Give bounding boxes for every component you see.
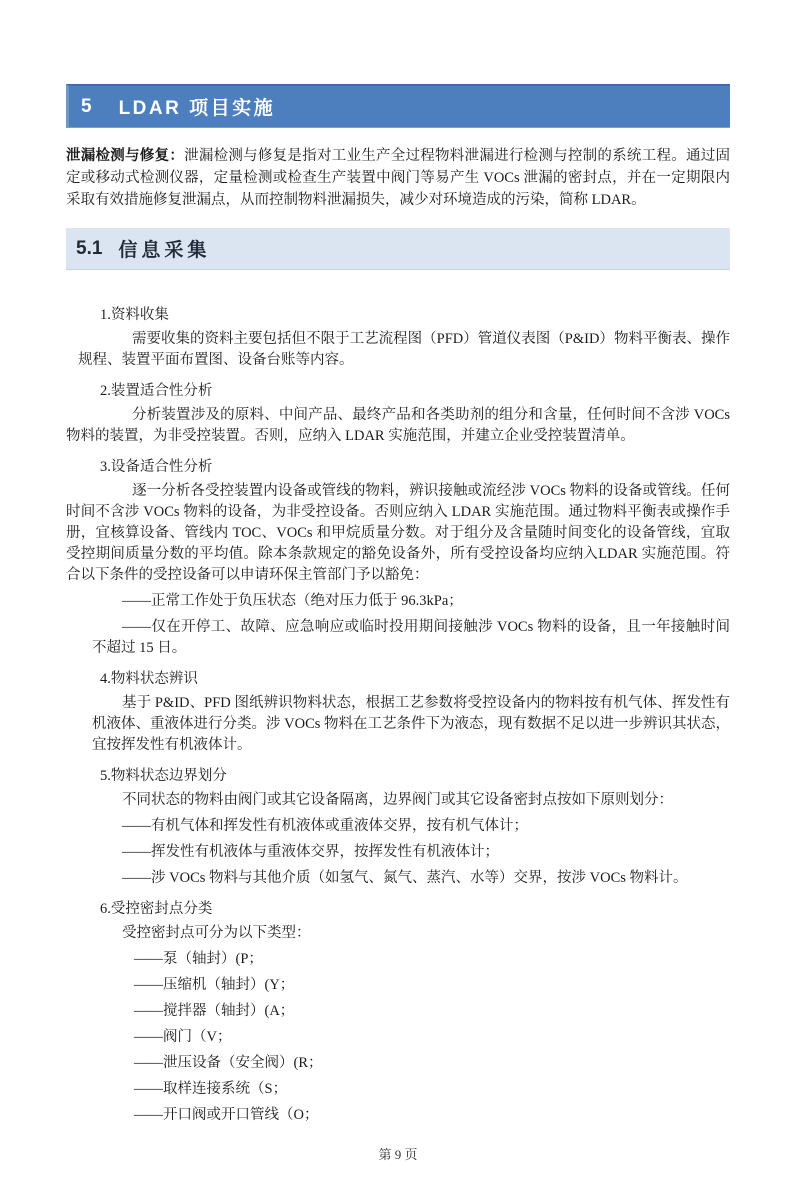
dash-line: ——取样连接系统（S； bbox=[134, 1081, 288, 1097]
item-paragraph: 基于 P&ID、PFD 图纸辨识物料状态，根据工艺参数将受控设备内的物料按有机气体、挥发性有机液体、重液体进行分类。涉 VOCs 物料在工艺条件下为液态，现有数据不足以进一步辨识其状态， 宜按挥发性有机液体计。 bbox=[92, 695, 731, 753]
item-paragraph: 不同状态的物料由阀门或其它设备隔离，边界阀门或其它设备密封点按如下原则划分： bbox=[122, 792, 673, 808]
item-title: 3.设备适合性分析 bbox=[100, 459, 213, 475]
item-1-data-collection bbox=[66, 305, 730, 371]
subsection-number: 5.1 bbox=[76, 237, 103, 259]
intro-text: 泄漏检测与修复是指对工业生产全过程物料泄漏进行检测与控制的系统工程。通过固定或移动式检测仪器，定量检测或检查生产装置中阀门等易产生 VOCs 泄漏的密封点，并在一定期限内采取有效措施修复泄漏点，从而控制物料泄漏损失，减少对环境造成的污染，简称 LDAR。 bbox=[66, 148, 730, 208]
page-footer bbox=[66, 1126, 730, 1163]
intro-paragraph bbox=[66, 145, 730, 211]
item-paragraph: 受控密封点可分为以下类型： bbox=[122, 925, 311, 941]
dash-line: ——正常工作处于负压状态（绝对压力低于 96.3kPa； bbox=[122, 593, 463, 609]
item-6-sealpoint-classification bbox=[66, 899, 730, 1126]
dash-line: ——仅在开停工、故障、应急响应或临时投用期间接触涉 VOCs 物料的设备，且一年接触时间不超过 15 日。 bbox=[92, 619, 730, 656]
dash-line: ——挥发性有机液体与重液体交界，按挥发性有机液体计； bbox=[122, 844, 499, 860]
dash-line: ——泵（轴封）(P； bbox=[134, 951, 263, 967]
page-number: 第 9 页 bbox=[378, 1147, 418, 1162]
dash-line: ——涉 VOCs 物料与其他介质（如氢气、氮气、蒸汽、水等）交界，按涉 VOCs 物料计。 bbox=[122, 870, 688, 886]
chapter-number: 5 bbox=[81, 95, 93, 117]
item-title: 6.受控密封点分类 bbox=[100, 901, 213, 917]
dash-line: ——阀门（V； bbox=[134, 1029, 232, 1045]
item-paragraph: 需要收集的资料主要包括但不限于工艺流程图（PFD）管道仪表图（P&ID）物料平衡表、操作规程、装置平面布置图、设备台账等内容。 bbox=[78, 331, 730, 368]
subsection-heading bbox=[66, 228, 730, 270]
item-paragraph: 分析装置涉及的原料、中间产品、最终产品和各类助剂的组分和含量，任何时间不含涉 VOCs 物料的装置，为非受控装置。否则，应纳入 LDAR 实施范围，并建立企业受控装置清单。 bbox=[66, 407, 730, 444]
dash-line: ——压缩机（轴封）(Y； bbox=[134, 977, 295, 993]
item-title: 1.资料收集 bbox=[100, 307, 169, 323]
dash-line: ——泄压设备（安全阀）(R； bbox=[134, 1055, 323, 1071]
item-paragraph: 逐一分析各受控装置内设备或管线的物料，辨识接触或流经涉 VOCs 物料的设备或管线。任何时间不含涉 VOCs 物料的设备，为非受控设备。否则应纳入 LDAR 实施范围。通过物料平衡表或操作手册，宜核算设备、管线内 TOC、VOCs 和甲烷质量分数。对于组分及含量随时间变化的设备管线，宜取受控期间质量分数的平均值。除本条款规定的豁免设备外，所有受控设备均应纳入LDAR 实施范围。符合以下条件的受控设备可以申请环保主管部门予以豁免： bbox=[66, 483, 730, 583]
item-title: 4.物料状态辨识 bbox=[100, 671, 198, 687]
dash-line: ——搅拌器（轴封）(A； bbox=[134, 1003, 295, 1019]
numbered-list bbox=[66, 295, 730, 1126]
item-title: 2.装置适合性分析 bbox=[100, 383, 213, 399]
dash-line: ——开口阀或开口管线（O； bbox=[134, 1107, 319, 1123]
item-2-unit-suitability bbox=[66, 381, 730, 447]
item-5-material-state-boundary bbox=[66, 766, 730, 889]
chapter-title: LDAR 项目实施 bbox=[118, 98, 276, 119]
intro-lead: 泄漏检测与修复： bbox=[66, 148, 185, 164]
item-3-equipment-suitability bbox=[66, 457, 730, 659]
subsection-title: 信息采集 bbox=[118, 240, 211, 261]
item-title: 5.物料状态边界划分 bbox=[100, 768, 227, 784]
item-4-material-state-identification bbox=[66, 669, 730, 756]
dash-line: ——有机气体和挥发性有机液体或重液体交界，按有机气体计； bbox=[122, 818, 528, 834]
chapter-heading bbox=[66, 84, 730, 128]
